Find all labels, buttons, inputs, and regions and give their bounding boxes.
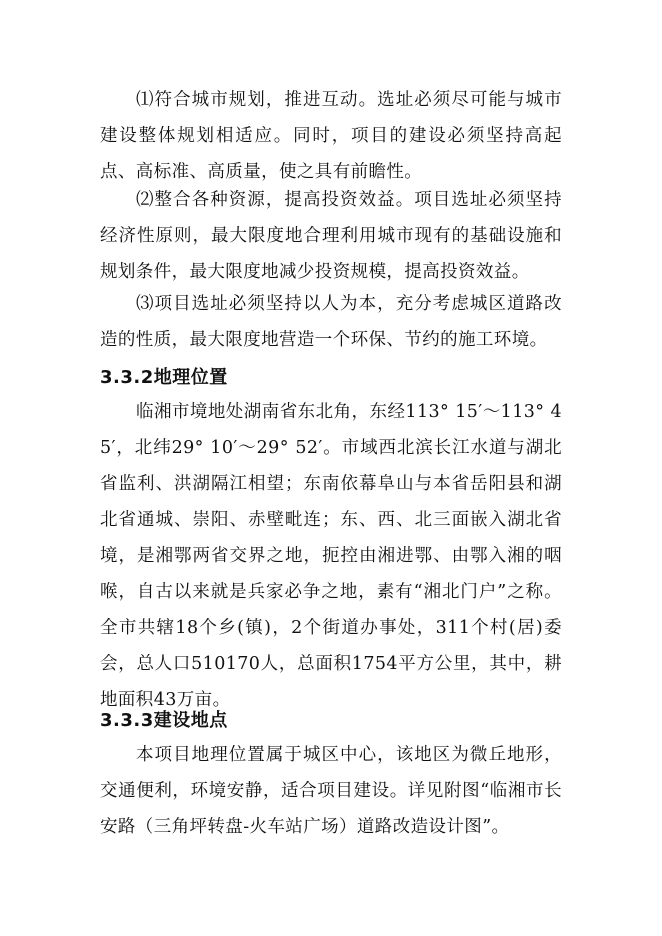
principle-paragraph-1: ⑴符合城市规划，推进互动。选址必须尽可能与城市建设整体规划相适应。同时，项目的建设必须坚持高起点、高标准、高质量，使之具有前瞻性。	[100, 90, 562, 182]
geographic-location-paragraph: 临湘市境地处湖南省东北角，东经113° 15′～113° 45′，北纬29° 10′～29° 52′。市域西北滨长江水道与湖北省监利、洪湖隔江相望；东南依幕阜山与本省岳阳县和湖北省通城、崇阳、赤壁毗连；东、西、北三面嵌入湖北省境，是湘鄂两省交界之地，扼控由湘进鄂、由鄂入湘的咽喉，自古以来就是兵家必争之地，素有“湘北门户”之称。全市共辖18个乡(镇)，2个街道办事处，311个村(居)委会，总人口510170人，总面积1754平方公里，其中，耕地面积43万亩。	[100, 402, 562, 710]
construction-site-paragraph: 本项目地理位置属于城区中心，该地区为微丘地形，交通便利，环境安静，适合项目建设。详见附图“临湘市长安路（三角坪转盘-火车站广场）道路改造设计图”。	[100, 745, 562, 837]
principle-paragraph-3: ⑶项目选址必须坚持以人为本，充分考虑城区道路改造的性质，最大限度地营造一个环保、节约的施工环境。	[100, 294, 562, 350]
principle-paragraph-2: ⑵整合各种资源，提高投资效益。项目选址必须坚持经济性原则，最大限度地合理利用城市现有的基础设施和规划条件，最大限度地减少投资规模，提高投资效益。	[100, 190, 562, 282]
section-heading-geographic-location: 3.3.2地理位置	[100, 367, 228, 388]
section-heading-construction-site: 3.3.3建设地点	[100, 710, 228, 731]
